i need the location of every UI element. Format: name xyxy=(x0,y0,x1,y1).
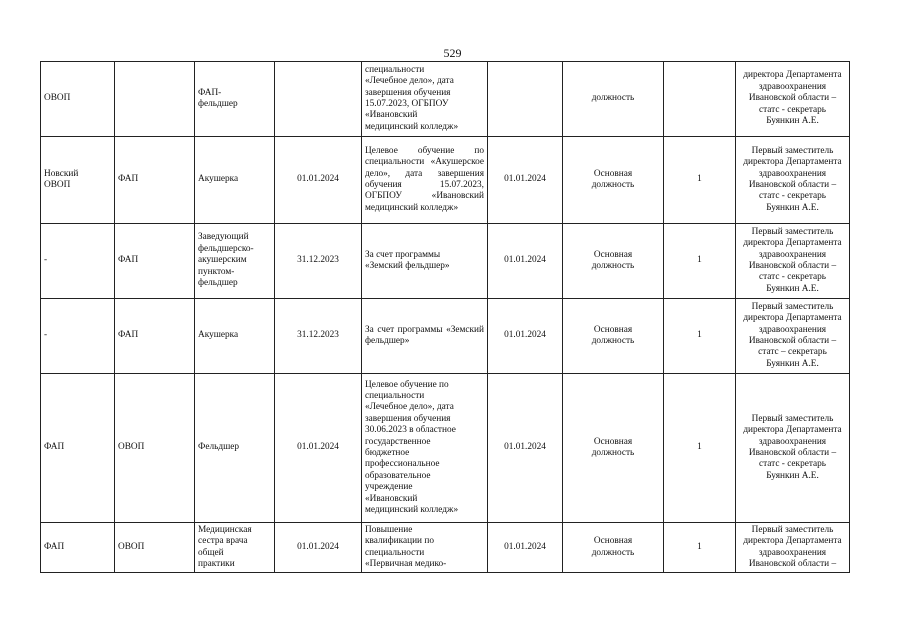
cell-job-type: Основная должность xyxy=(563,137,664,224)
cell-date: 01.01.2024 xyxy=(275,523,362,573)
staffing-table xyxy=(40,61,850,573)
cell-source: Целевое обучение по специальности «Лечебное дело», дата завершения обучения 30.06.2023 в областное государственное бюджетное профессиональное образовательное учреждение «Ивановский медицинский колледж» xyxy=(362,374,488,523)
cell-position: Фельдшер xyxy=(195,374,275,523)
cell-date: 01.01.2024 xyxy=(275,137,362,224)
cell-start-date: 01.01.2024 xyxy=(488,224,563,299)
cell-structure: - xyxy=(41,299,115,374)
table-row xyxy=(41,523,850,573)
cell-source: За счет программы «Земский фельдшер» xyxy=(362,224,488,299)
cell-job-type: должность xyxy=(563,62,664,137)
cell-position: Заведующий фельдшерско- акушерским пунктом- фельдшер xyxy=(195,224,275,299)
table-row xyxy=(41,62,850,137)
cell-structure: ФАП xyxy=(41,523,115,573)
cell-responsible: Первый заместитель директора Департамента здравоохранения Ивановской области – статс – секретарь Буянкин А.Е. xyxy=(736,299,850,374)
cell-position: Медицинская сестра врача общей практики xyxy=(195,523,275,573)
cell-job-type: Основная должность xyxy=(563,299,664,374)
table-row xyxy=(41,224,850,299)
cell-responsible: Первый заместитель директора Департамента здравоохранения Ивановской области – статс - секретарь Буянкин А.Е. xyxy=(736,374,850,523)
cell-count: 1 xyxy=(664,374,736,523)
cell-date xyxy=(275,62,362,137)
cell-start-date: 01.01.2024 xyxy=(488,523,563,573)
table-row xyxy=(41,299,850,374)
cell-structure: ОВОП xyxy=(41,62,115,137)
cell-source: специальности «Лечебное дело», дата завершения обучения 15.07.2023, ОГБПОУ «Ивановский медицинский колледж» xyxy=(362,62,488,137)
cell-count: 1 xyxy=(664,224,736,299)
cell-date: 01.01.2024 xyxy=(275,374,362,523)
cell-count xyxy=(664,62,736,137)
cell-unit: ОВОП xyxy=(115,374,195,523)
cell-unit: ФАП xyxy=(115,137,195,224)
table-row xyxy=(41,137,850,224)
cell-position: Акушерка xyxy=(195,299,275,374)
cell-count: 1 xyxy=(664,523,736,573)
cell-structure: Новский ОВОП xyxy=(41,137,115,224)
cell-source: Целевое обучение по специальности «Акушерское дело», дата завершения обучения 15.07.2023, ОГБПОУ «Ивановский медицинский колледж» xyxy=(362,137,488,224)
cell-count: 1 xyxy=(664,137,736,224)
cell-unit: ФАП xyxy=(115,224,195,299)
cell-date: 31.12.2023 xyxy=(275,224,362,299)
cell-start-date: 01.01.2024 xyxy=(488,137,563,224)
page-number: 529 xyxy=(443,46,462,60)
cell-count: 1 xyxy=(664,299,736,374)
cell-unit: ФАП xyxy=(115,299,195,374)
cell-position: ФАП- фельдшер xyxy=(195,62,275,137)
table-row xyxy=(41,374,850,523)
cell-start-date: 01.01.2024 xyxy=(488,374,563,523)
cell-structure: - xyxy=(41,224,115,299)
cell-structure: ФАП xyxy=(41,374,115,523)
cell-start-date xyxy=(488,62,563,137)
cell-unit: ОВОП xyxy=(115,523,195,573)
cell-job-type: Основная должность xyxy=(563,224,664,299)
cell-source: Повышение квалификации по специальности «Первичная медико- xyxy=(362,523,488,573)
cell-responsible: Первый заместитель директора Департамента здравоохранения Ивановской области – статс - секретарь Буянкин А.Е. xyxy=(736,137,850,224)
cell-unit xyxy=(115,62,195,137)
cell-job-type: Основная должность xyxy=(563,523,664,573)
cell-date: 31.12.2023 xyxy=(275,299,362,374)
cell-source: За счет программы «Земский фельдшер» xyxy=(362,299,488,374)
cell-position: Акушерка xyxy=(195,137,275,224)
cell-responsible: Первый заместитель директора Департамента здравоохранения Ивановской области – статс - секретарь Буянкин А.Е. xyxy=(736,224,850,299)
cell-job-type: Основная должность xyxy=(563,374,664,523)
cell-responsible: директора Департамента здравоохранения Ивановской области – статс - секретарь Буянкин А.Е. xyxy=(736,62,850,137)
cell-responsible: Первый заместитель директора Департамента здравоохранения Ивановской области – xyxy=(736,523,850,573)
cell-start-date: 01.01.2024 xyxy=(488,299,563,374)
